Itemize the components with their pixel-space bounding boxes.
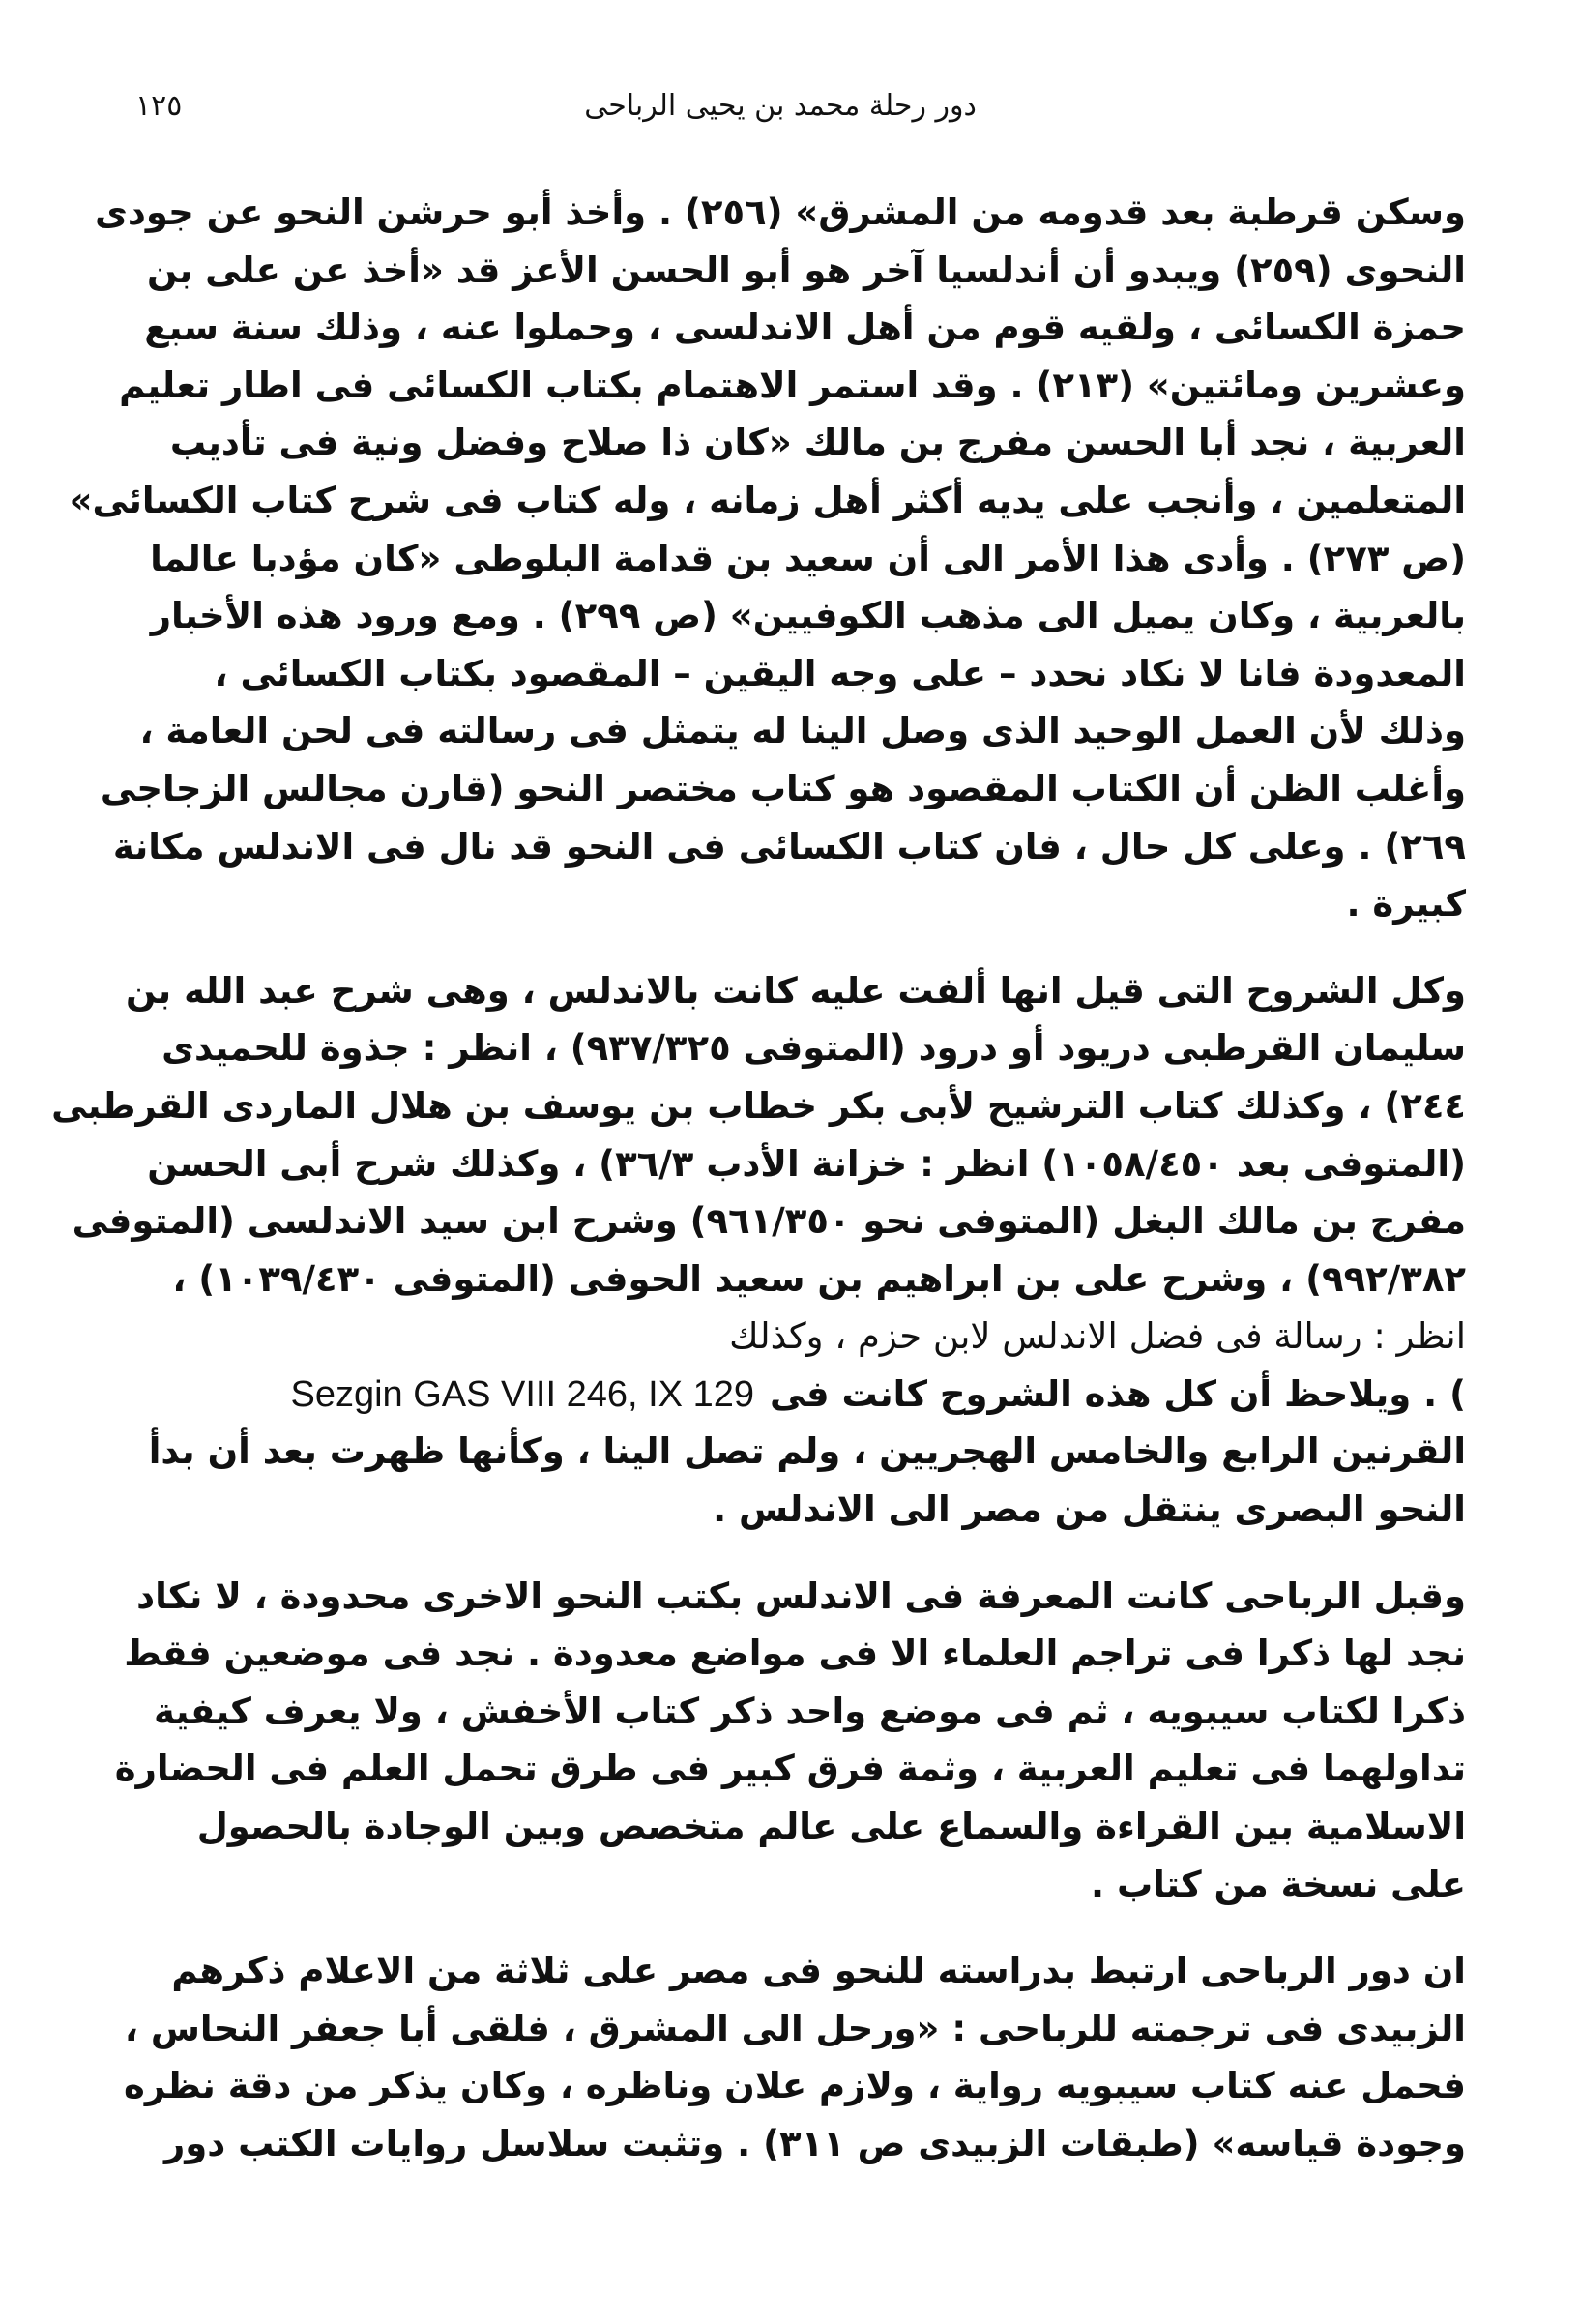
paragraph-gap — [143, 1539, 1466, 1568]
text-line: الزبيدى فى ترجمته للرباحى : «ورحل الى المشرق ، فلقى أبا جعفر النحاس ، — [124, 2007, 1466, 2049]
text-line: القرنين الرابع والخامس الهجريين ، ولم تصل الينا ، وكأنها ظهرت بعد أن بدأ — [148, 1430, 1466, 1473]
page-number: ١٢٥ — [135, 89, 183, 123]
text-line: ٩٩٢/٣٨٢) ، وشرح على بن ابراهيم بن سعيد الحوفى (المتوفى ١٠٣٩/٤٣٠) ، — [172, 1257, 1466, 1300]
text-line: نجد لها ذكرا فى تراجم العلماء الا فى مواضع معدودة . نجد فى موضعين فقط — [124, 1633, 1466, 1675]
text-line: ٢٦٩) . وعلى كل حال ، فان كتاب الكسائى فى النحو قد نال فى الاندلس مكانة — [112, 825, 1466, 868]
page-header — [135, 77, 1425, 135]
text-line: ذكرا لكتاب سيبويه ، ثم فى موضع واحد ذكر كتاب الأخفش ، ولا يعرف كيفية — [154, 1690, 1466, 1732]
running-title: دور رحلة محمد بن يحيى الرباحى — [584, 89, 977, 123]
text-line: مفرج بن مالك البغل (المتوفى نحو ٩٦١/٣٥٠) وشرح ابن سيد الاندلسى (المتوفى — [72, 1200, 1466, 1243]
text-line: النحو البصرى ينتقل من مصر الى الاندلس . — [713, 1488, 1466, 1531]
text-line: سليمان القرطبى دريود أو درود (المتوفى ٩٣٧/٣٢٥) ، انظر : جذوة للحميدى — [161, 1027, 1466, 1070]
text-line: كبيرة . — [1346, 883, 1466, 926]
text-line: (المتوفى بعد ١٠٥٨/٤٥٠) انظر : خزانة الأدب ٣٦/٣) ، وكذلك شرح أبى الحسن — [147, 1142, 1466, 1185]
paragraph-3 — [114, 1568, 1466, 1914]
paragraph-1 — [69, 184, 1466, 933]
text-line: وذلك لأن العمل الوحيد الذى وصل الينا له يتمثل فى رسالته فى لحن العامة ، — [139, 710, 1466, 752]
text-line: حمزة الكسائى ، ولقيه قوم من أهل الاندلسى ، وحملوا عنه ، وذلك سنة سبع — [144, 307, 1466, 349]
text-line: العربية ، نجد أبا الحسن مفرج بن مالك «كان ذا صلاح وفضل ونية فى تأديب — [169, 422, 1466, 464]
text-line: فحمل عنه كتاب سيبويه رواية ، ولازم علان وناظره ، وكان يذكر من دقة نظره — [124, 2065, 1466, 2107]
text-line: ٢٤٤) ، وكذلك كتاب الترشيح لأبى بكر خطاب بن يوسف بن هلال الماردى القرطبى — [51, 1084, 1466, 1127]
text-line: النحوى (٢٥٩) ويبدو أن أندلسيا آخر هو أبو الحسن الأعز قد «أخذ عن على بن — [147, 249, 1466, 291]
text-line: الاسلامية بين القراءة والسماع على عالم متخصص وبين الوجادة بالحصول — [196, 1806, 1466, 1848]
paragraph-gap — [143, 1913, 1466, 1942]
text-line-with-latin — [143, 1366, 1466, 1424]
text-line: انظر : رسالة فى فضل الاندلس لابن حزم ، وكذلك — [729, 1315, 1466, 1358]
text-line: المعدودة فانا لا نكاد نحدد – على وجه اليقين – المقصود بكتاب الكسائى ، — [214, 652, 1466, 694]
text-segment: ) . ويلاحظ أن كل هذه الشروح كانت فى — [769, 1372, 1466, 1415]
body-text — [51, 184, 1466, 2173]
paragraph-gap — [143, 933, 1466, 962]
text-line: وجودة قياسه» (طبقات الزبيدى ص ٣١١) . وتثبت سلاسل روايات الكتب دور — [163, 2123, 1466, 2164]
text-line: على نسخة من كتاب . — [1091, 1863, 1466, 1905]
text-line: وكل الشروح التى قيل انها ألفت عليه كانت بالاندلس ، وهى شرح عبد الله بن — [126, 969, 1466, 1012]
text-line: ان دور الرباحى ارتبط بدراسته للنحو فى مصر على ثلاثة من الاعلام ذكرهم — [171, 1950, 1466, 1992]
paragraph-4 — [124, 1942, 1466, 2172]
paragraph-2 — [51, 962, 1466, 1539]
text-line: تداولهما فى تعليم العربية ، وثمة فرق كبير فى طرق تحمل العلم فى الحضارة — [114, 1748, 1466, 1790]
text-line: بالعربية ، وكان يميل الى مذهب الكوفيين» (ص ٢٩٩) . ومع ورود هذه الأخبار — [150, 595, 1466, 637]
text-line: (ص ٢٧٣) . وأدى هذا الأمر الى أن سعيد بن قدامة البلوطى «كان مؤدبا عالما — [150, 537, 1466, 579]
text-line: وأغلب الظن أن الكتاب المقصود هو كتاب مختصر النحو (قارن مجالس الزجاجى — [100, 767, 1466, 809]
text-line: المتعلمين ، وأنجب على يديه أكثر أهل زمانه ، وله كتاب فى شرح كتاب الكسائى» — [69, 479, 1466, 521]
text-line: وقبل الرباحى كانت المعرفة فى الاندلس بكتب النحو الاخرى محدودة ، لا نكاد — [136, 1574, 1466, 1617]
text-line: وعشرين ومائتين» (٢١٣) . وقد استمر الاهتمام بكتاب الكسائى فى اطار تعليم — [119, 364, 1466, 406]
text-line: وسكن قرطبة بعد قدومه من المشرق» (٢٥٦) . وأخذ أبو حرشن النحو عن جودى — [95, 191, 1466, 233]
latin-citation: Sezgin GAS VIII 246, IX 129 — [290, 1373, 754, 1415]
